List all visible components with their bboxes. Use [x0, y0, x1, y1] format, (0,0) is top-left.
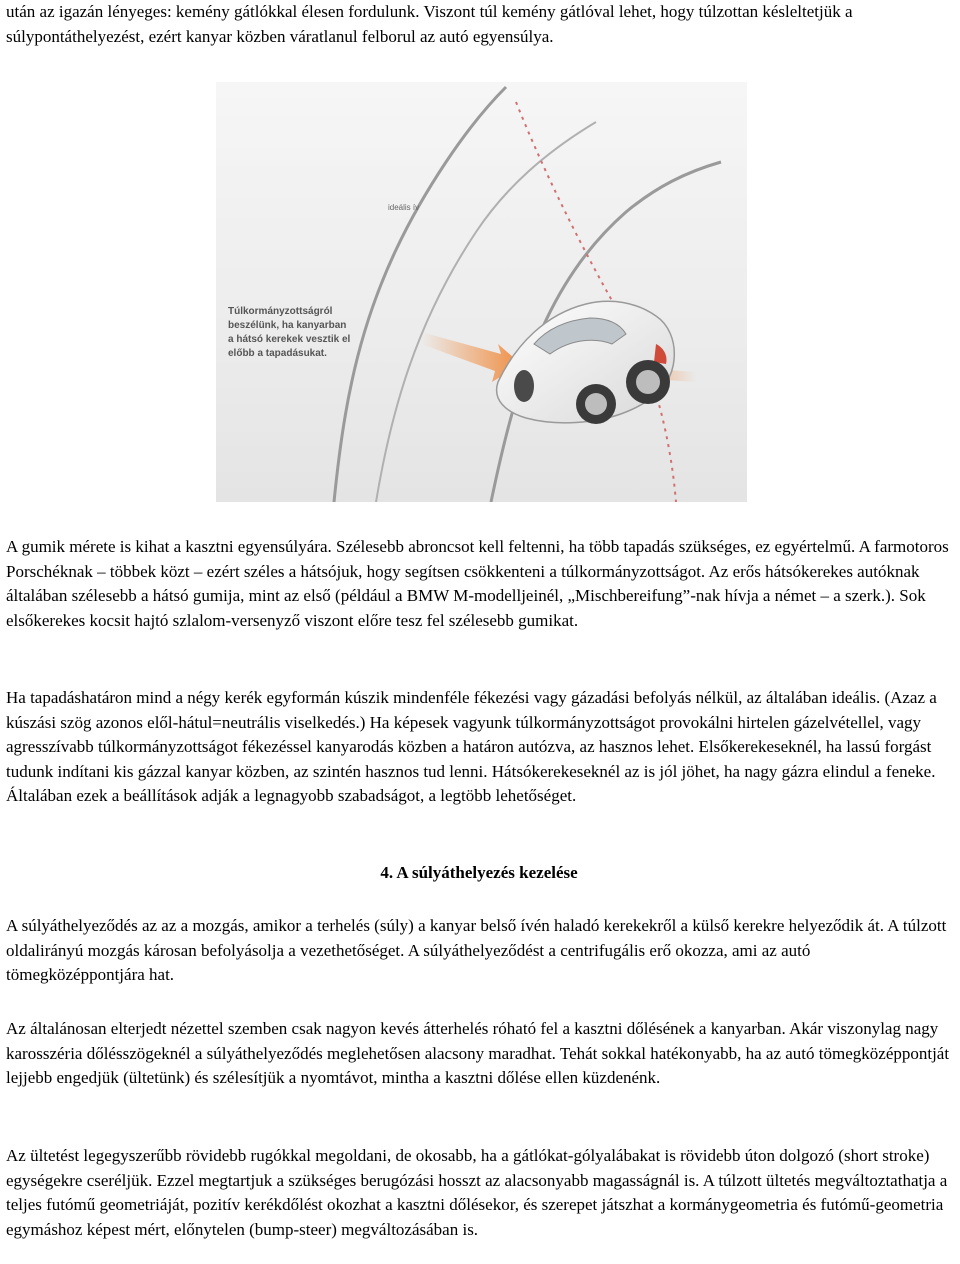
- road-edge-left: [334, 87, 506, 502]
- callout-line-2: beszélünk, ha kanyarban: [228, 320, 347, 331]
- paragraph-lowering: Az ültetést legegyszerűbb rövidebb rugókkal megoldani, de okosabb, ha a gátlókat-gólyalábakat is rövidebb úton dolgozó (short stroke) egységekre cseréljük. Ezzel megtartjuk a szükséges berugózási hosszt az alacsonyabb magasságnál is. A túlzott ültetés megváltoztathatja a teljes futómű geometriáját, pozitív kerékdőlést okozhat a kasztni dőlésekor, és szerepet játszhat a kormánygeometria és futómű-geometria egymáshoz képest mért, előnytelen (bump-steer) megváltozásában is.: [6, 1146, 948, 1239]
- oversteer-callout: [228, 306, 351, 359]
- callout-line-3: a hátsó kerekek vesztik el: [228, 334, 351, 345]
- callout-line-4: előbb a tapadásukat.: [228, 348, 327, 359]
- paragraph-body-roll: Az általánosan elterjedt nézettel szemben csak nagyon kevés átterhelés róható fel a kasztni dőlésének a kanyarban. Akár viszonylag nagy karosszéria dőlésszögeknél a súlyáthelyeződés meglehetősen alacsony maradhat. Tehát sokkal hatékonyabb, ha az autó tömegközéppontját lejjebb engedjük (ültetünk) és szélesítjük a nyomtávot, mintha a kasztni dőlése ellen küzdenénk.: [6, 1019, 950, 1087]
- paragraph-tire-size: A gumik mérete is kihat a kasztni egyensúlyára. Szélesebb abroncsot kell feltenni, ha több tapadás szükséges, ez egyértelmű. A farmotoros Porschéknak – többek közt – ezért széles a hátsójuk, hogy segítsen csökkenteni a túlkormányzottságot. Az erős hátsókerekes autóknak általában szélesebb a hátsó gumija, mint az első (például a BMW M-modelljeinél, „Mischbereifung”-nak hívja a német – a szerk.). Sok elsőkerekes kocsit hajtó szlalom-versenyző viszont előre tesz fel szélesebb gumikat.: [6, 537, 949, 630]
- car-illustration: [497, 301, 675, 424]
- oversteer-illustration: [216, 82, 747, 502]
- oversteer-diagram: [216, 82, 747, 502]
- intro-paragraph: után az igazán lényeges: kemény gátlókkal élesen fordulunk. Viszont túl kemény gátlóval lehet, hogy túlzottan késleltetjük a súlypontáthelyezést, ezért kanyar közben váratlanul felborul az autó egyensúlya.: [6, 2, 853, 46]
- ideal-arc-label: ideális ív: [388, 203, 420, 212]
- paragraph-grip-limit: Ha tapadáshatáron mind a négy kerék egyformán kúszik mindenféle fékezési vagy gázadási befolyás nélkül, az általában ideális. (Azaz a kúszási szög azonos elől-hátul=neutrális viselkedés.) Ha képesek vagyunk túlkormányzottságot provokálni hirtelen gázelvétellel, vagy agresszívabb túlkormányzottságot fékezéssel kanyarodás közben a határon autózva, az hasznos lehet. Elsőkerekeseknél, ha lassú forgást tudunk indítani kis gázzal kanyar közben, az szintén hasznos tud lenni. Hátsókerekeseknél az is jól jöhet, ha nagy gázra elindul a feneke. Általában ezek a beállítások adják a legnagyobb szabadságot, a legtöbb lehetőséget.: [6, 688, 937, 805]
- section-heading: 4. A súlyáthelyezés kezelése: [380, 863, 578, 882]
- callout-line-1: Túlkormányzottságról: [228, 306, 333, 317]
- paragraph-weight-transfer: A súlyáthelyeződés az az a mozgás, amikor a terhelés (súly) a kanyar belső ívén haladó kerekekről a külső kerekre helyeződik át. A túlzott oldalirányú mozgás károsan befolyásolja a vezethetőséget. A súlyáthelyeződést a centrifugális erő okozza, ami az autó tömegközéppontjára hat.: [6, 916, 947, 984]
